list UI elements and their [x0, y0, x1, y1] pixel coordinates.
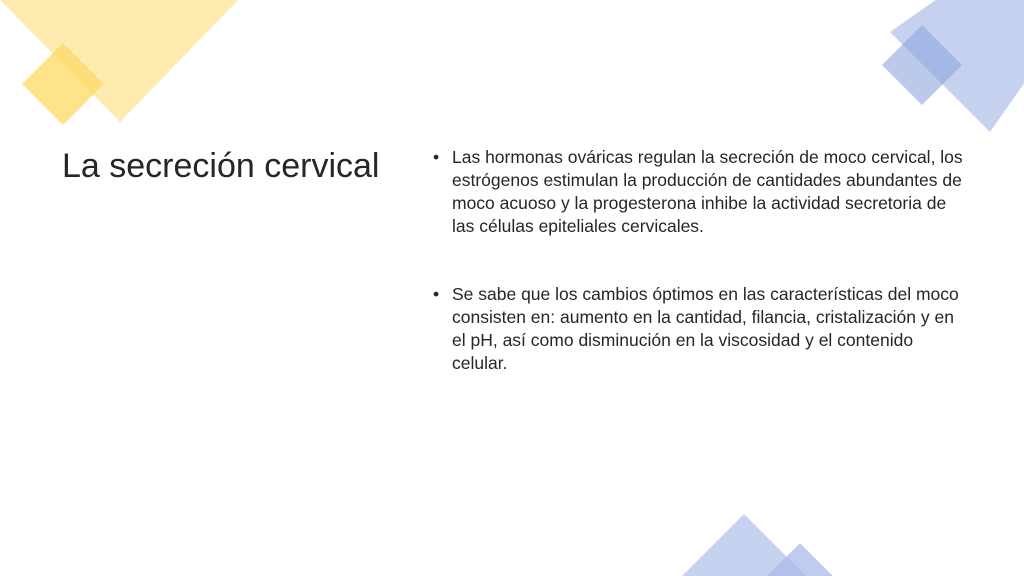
slide-title: La secreción cervical — [62, 147, 380, 185]
bullet-text: Las hormonas ováricas regulan la secreción de moco cervical, los estrógenos estimulan la producción de cantidades abundantes de moco acuoso y la progesterona inhibe la actividad secretoria de las células epiteliales cervicales. — [452, 147, 963, 236]
bullet-text: Se sabe que los cambios óptimos en las características del moco consisten en: aumento en la cantidad, filancia, cristalización y en el pH, así como disminución en la viscosidad y el contenido celular. — [452, 284, 959, 373]
yellow-diamond-large — [0, 0, 238, 122]
bullet-item — [430, 283, 965, 375]
bullet-dot-icon: • — [433, 147, 440, 167]
bullet-dot-icon: • — [433, 284, 440, 304]
bullet-item — [430, 146, 965, 238]
bullet-list — [430, 146, 965, 375]
